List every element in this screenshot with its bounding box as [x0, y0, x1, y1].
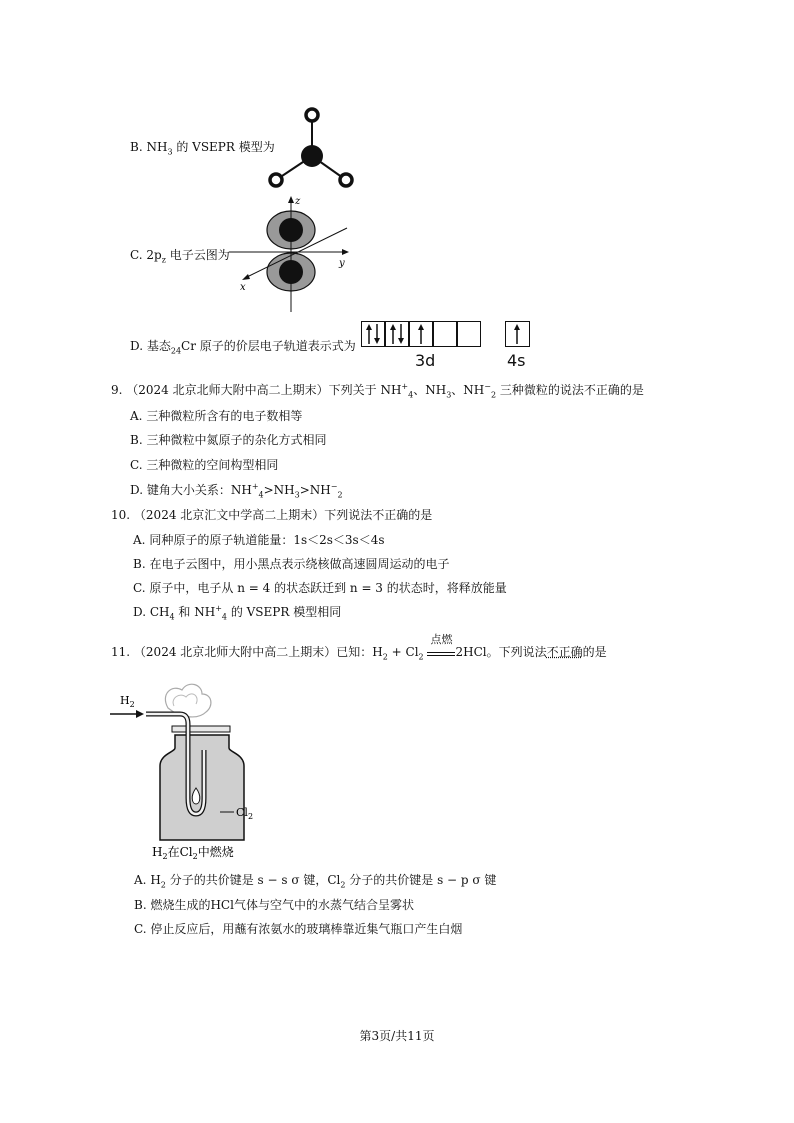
- q11-option-b: B. 燃烧生成的HCl气体与空气中的水蒸气结合呈雾状: [134, 898, 414, 912]
- orbital-4s-box: [505, 321, 530, 347]
- q10-stem: 10. （2024 北京汇文中学高二上期末）下列说法不正确的是: [111, 508, 433, 522]
- q9-option-d: D. 键角大小关系：$NH^+_4>NH_3>NH^-_2$: [130, 482, 343, 500]
- q10-option-b: B. 在电子云图中，用小黑点表示绕核做高速圆周运动的电子: [133, 557, 450, 571]
- q9-stem: 9. （2024 北京北师大附中高二上期末）下列关于 $NH^+_4$、$NH_3$、$NH^-_2$ 三种微粒的说法不正确的是: [111, 382, 644, 400]
- q8-option-c: C. $2p_z$ 电子云图为: [130, 248, 230, 265]
- q10-option-a: A. 同种原子的原子轨道能量：1s＜2s＜3s＜4s: [133, 533, 385, 547]
- 2pz-electron-cloud-figure: [225, 194, 355, 314]
- q9-option-c: C. 三种微粒的空间构型相同: [130, 458, 279, 472]
- q11-option-c: C. 停止反应后，用蘸有浓氨水的玻璃棒靠近集气瓶口产生白烟: [134, 922, 463, 936]
- q9-option-b: B. 三种微粒中氮原子的杂化方式相同: [130, 433, 327, 447]
- q11-option-a: A. $H_2$ 分子的共价键是 s − s σ 键，$Cl_2$ 分子的共价键是 s − p σ 键: [134, 873, 497, 890]
- q8-option-d: D. 基态$_{24}$Cr 原子的价层电子轨道表示式为: [130, 339, 356, 356]
- axis-z-label: z: [295, 196, 301, 207]
- orbital-box: [361, 321, 385, 347]
- orbital-box: [409, 321, 433, 347]
- q9-option-a: A. 三种微粒所含有的电子数相等: [130, 409, 303, 423]
- orbital-box: [433, 321, 457, 347]
- cl2-label: $Cl_2$: [236, 806, 254, 821]
- q11-stem: 11. （2024 北京北师大附中高二上期末）已知：$H_2 + Cl_2$ 点燃 2HCl。下列说法不正确的是: [111, 633, 607, 662]
- h2-label: $H_2$: [120, 694, 135, 709]
- reaction-arrow: 点燃: [427, 644, 455, 656]
- q10-option-d: D. $CH_4$ 和 $NH^+_4$ 的 VSEPR 模型相同: [133, 604, 342, 622]
- label-4s: 4s: [507, 351, 526, 370]
- axis-y-label: y: [339, 258, 345, 269]
- figure-caption: $H_2$在$Cl_2$中燃烧: [152, 845, 234, 861]
- q10-option-c: C. 原子中，电子从 n = 4 的状态跃迁到 n = 3 的状态时，将释放能量: [133, 581, 507, 595]
- q8-option-b: B. $NH_3$ 的 VSEPR 模型为: [130, 140, 275, 157]
- h2-burning-in-cl2-figure: [110, 680, 290, 865]
- orbital-box: [385, 321, 409, 347]
- page-footer: 第3页/共11页: [359, 1029, 435, 1043]
- label-3d: 3d: [415, 351, 436, 370]
- orbital-3d-boxes: [361, 321, 487, 349]
- axis-x-label: x: [240, 282, 246, 293]
- vsepr-nh3-figure: [262, 104, 362, 196]
- orbital-box: [457, 321, 481, 347]
